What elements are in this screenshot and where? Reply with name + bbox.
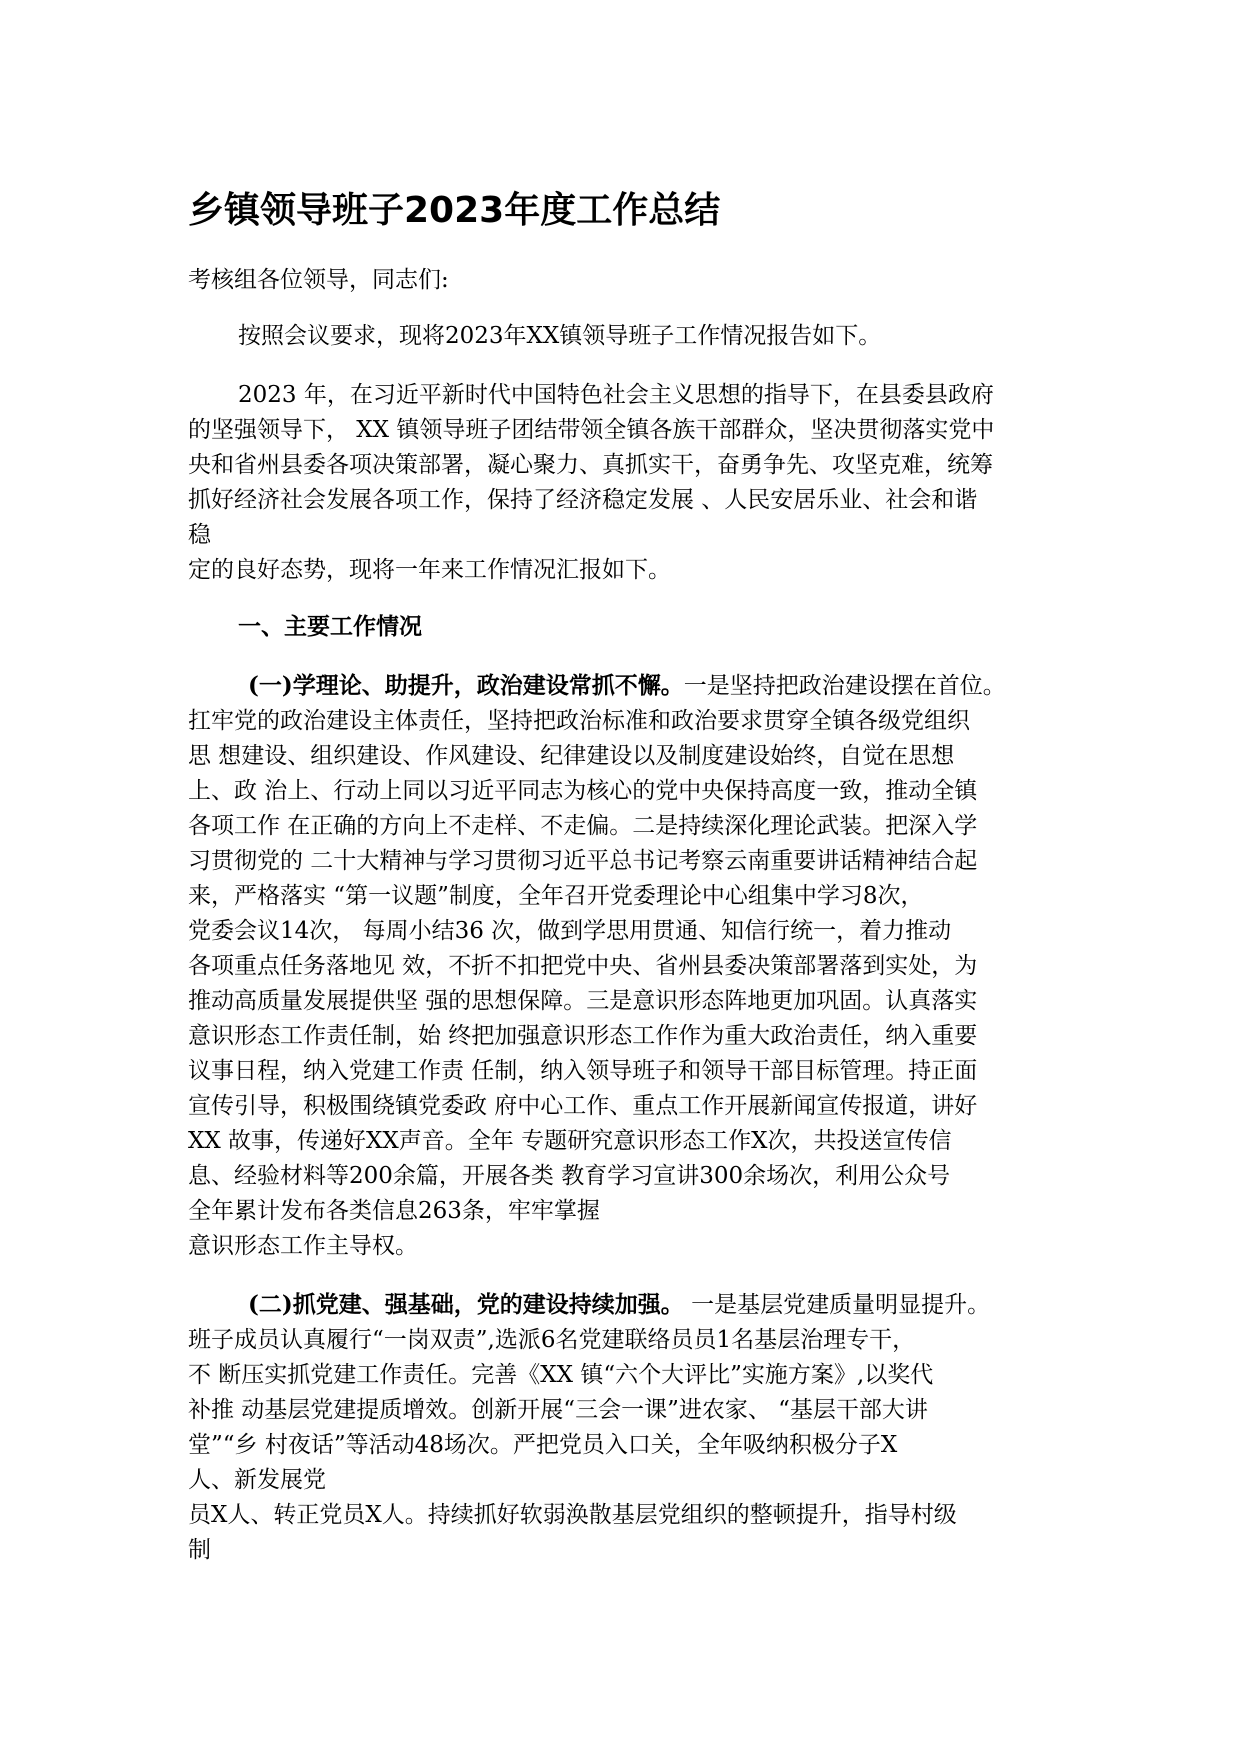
- section-heading: 一、主要工作情况: [238, 613, 422, 640]
- paragraph-line: 补推 动基层党建提质增效。创新开展“三会一课”进农家、 “基层干部大讲: [188, 1397, 928, 1423]
- paragraph-line: 各项工作 在正确的方向上不走样、不走偏。二是持续深化理论武装。把深入学: [188, 813, 978, 839]
- paragraph-line: 全年累计发布各类信息263条，牢牢掌握: [188, 1198, 600, 1224]
- paragraph-line: 议事日程，纳入党建工作责 任制，纳入领导班子和领导干部目标管理。持正面: [188, 1058, 978, 1084]
- paragraph-line: 推动高质量发展提供坚 强的思想保障。三是意识形态阵地更加巩固。认真落实: [188, 988, 978, 1014]
- paragraph-line: 堂”“乡 村夜话”等活动48场次。严把党员入口关，全年吸纳积极分子X: [188, 1432, 898, 1458]
- subsection-heading: (一)学理论、助提升，政治建设常抓不懈。: [248, 672, 684, 699]
- paragraph-line: 班子成员认真履行“一岗双责”,选派6名党建联络员员1名基层治理专干，: [188, 1327, 916, 1353]
- overview-line: 央和省州县委各项决策部署，凝心聚力、真抓实干，奋勇争先、攻坚克难，统筹: [188, 452, 993, 478]
- paragraph-line: 党委会议14次， 每周小结36 次，做到学思用贯通、知信行统一，着力推动: [188, 918, 952, 944]
- subsection-heading: (二)抓党建、强基础，党的建设持续加强。: [248, 1291, 684, 1318]
- overview-line: 的坚强领导下， XX 镇领导班子团结带领全镇各族干部群众，坚决贯彻落实党中: [188, 417, 995, 443]
- paragraph-line: [248, 668, 1006, 704]
- paragraph-line: 上、政 治上、行动上同以习近平同志为核心的党中央保持高度一致，推动全镇: [188, 778, 978, 804]
- paragraph-line: 思 想建设、组织建设、作风建设、纪律建设以及制度建设始终，自觉在思想: [188, 743, 955, 769]
- paragraph-line: 意识形态工作责任制，始 终把加强意识形态工作作为重大政治责任，纳入重要: [188, 1023, 978, 1049]
- overview-line: 2023 年，在习近平新时代中国特色社会主义思想的指导下，在县委县政府: [238, 382, 994, 408]
- paragraph-line: 意识形态工作主导权。: [188, 1233, 418, 1259]
- salutation: 考核组各位领导，同志们:: [188, 267, 449, 293]
- paragraph-line: 各项重点任务落地见 效，不折不扣把党中央、省州县委决策部署落到实处，为: [188, 953, 978, 979]
- paragraph-line: 来，严格落实 “第一议题”制度，全年召开党委理论中心组集中学习8次，: [188, 883, 924, 909]
- paragraph-line: XX 故事，传递好XX声音。全年 专题研究意识形态工作X次，共投送宣传信: [188, 1128, 952, 1154]
- overview-line: 定的良好态势，现将一年来工作情况汇报如下。: [188, 557, 671, 583]
- paragraph-line: 制: [188, 1537, 211, 1563]
- paragraph-line: 习贯彻党的 二十大精神与学习贯彻习近平总书记考察云南重要讲话精神结合起: [188, 848, 978, 874]
- overview-line: 稳: [188, 522, 211, 548]
- paragraph-text: 一是坚持把政治建设摆在首位。: [683, 673, 1006, 699]
- paragraph-line: 息、经验材料等200余篇，开展各类 教育学习宣讲300余场次，利用公众号: [188, 1163, 951, 1189]
- paragraph-line: 不 断压实抓党建工作责任。完善《XX 镇“六个大评比”实施方案》,以奖代: [188, 1362, 934, 1388]
- document-title: 乡镇领导班子2023年度工作总结: [188, 190, 721, 231]
- overview-line: 抓好经济社会发展各项工作，保持了经济稳定发展 、人民安居乐业、社会和谐: [188, 487, 978, 513]
- paragraph-text: 一是基层党建质量明显提升。: [683, 1292, 991, 1318]
- paragraph-line: [248, 1287, 990, 1323]
- intro-paragraph: 按照会议要求，现将2023年XX镇领导班子工作情况报告如下。: [238, 323, 882, 349]
- paragraph-line: 员X人、转正党员X人。持续抓好软弱涣散基层党组织的整顿提升，指导村级: [188, 1502, 957, 1528]
- paragraph-line: 人、新发展党: [188, 1467, 326, 1493]
- paragraph-line: 扛牢党的政治建设主体责任，坚持把政治标准和政治要求贯穿全镇各级党组织: [188, 708, 970, 734]
- paragraph-line: 宣传引导，积极围绕镇党委政 府中心工作、重点工作开展新闻宣传报道，讲好: [188, 1093, 978, 1119]
